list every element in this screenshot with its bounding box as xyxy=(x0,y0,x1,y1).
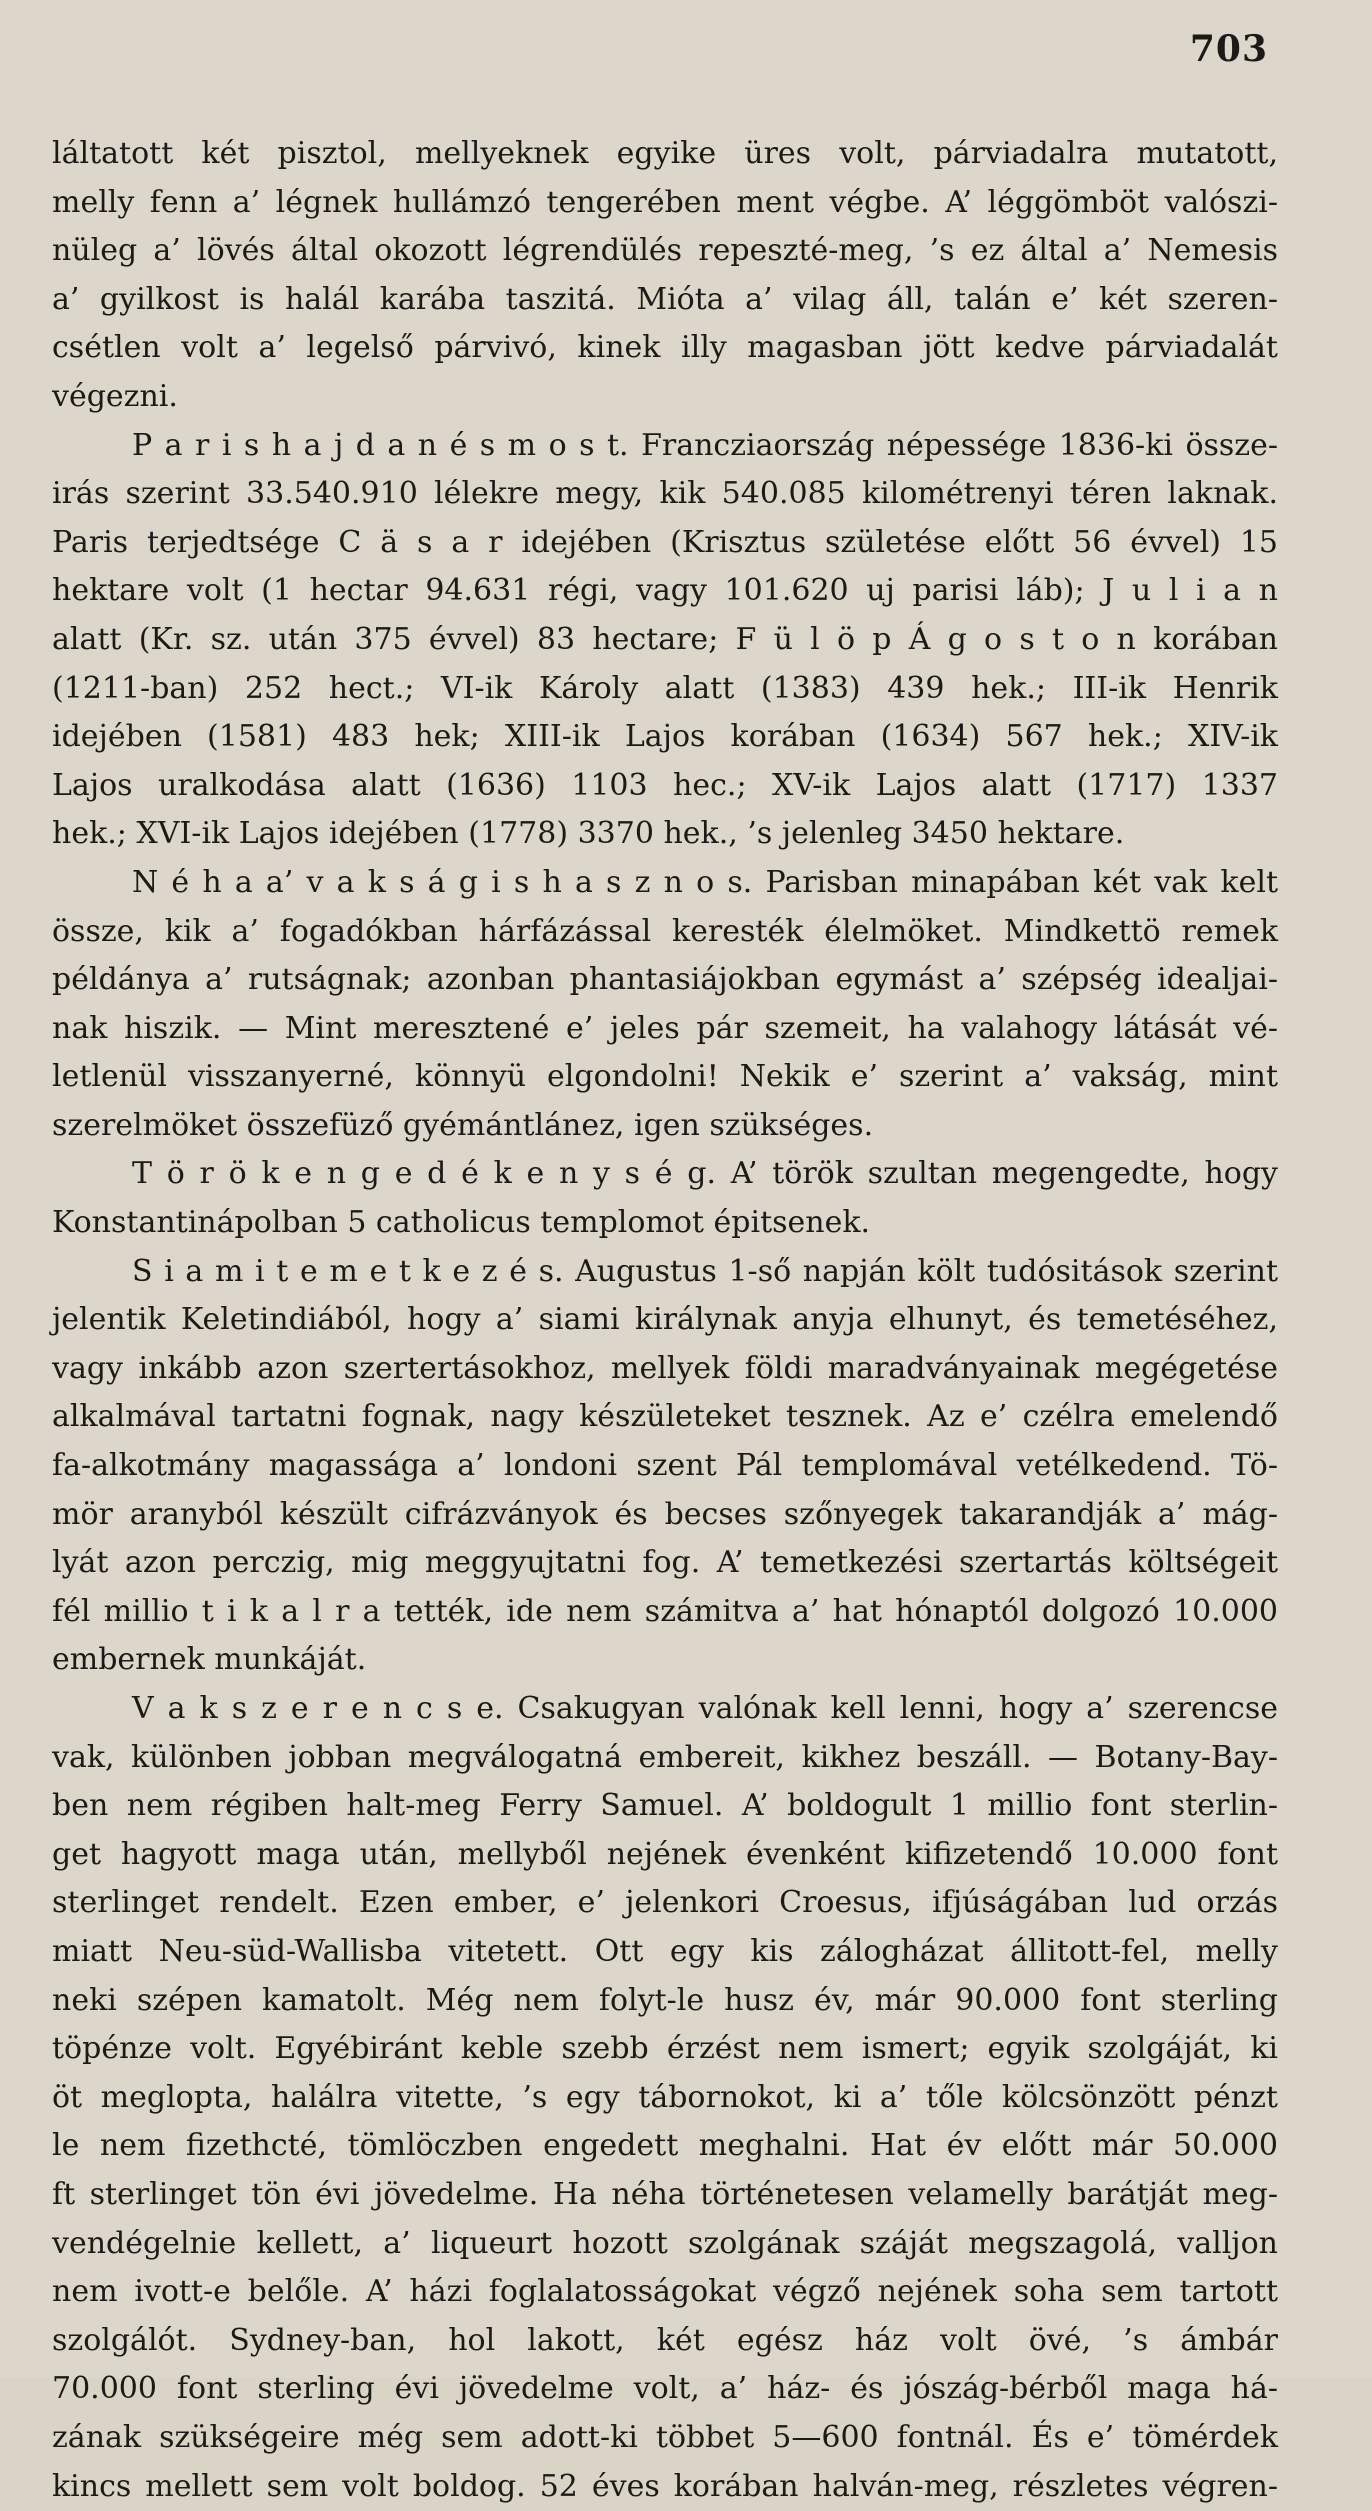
text-line: fél millio t i k a l r a tették, ide nem számitva a’ hat hónaptól dolgozó 10.000 xyxy=(52,1588,1278,1637)
text-line: Konstantinápolban 5 catholicus templomot épitsenek. xyxy=(52,1199,1278,1248)
text-line: kincs mellett sem volt boldog. 52 éves korában halván-meg, részletes végren- xyxy=(52,2463,1278,2511)
text-line: idejében (1581) 483 hek; XIII-ik Lajos korában (1634) 567 hek.; XIV-ik xyxy=(52,713,1278,762)
text-line: nem ivott-e belőle. A’ házi foglalatosságokat végző nejének soha sem tartott xyxy=(52,2268,1278,2317)
text-line: vendégelnie kellett, a’ liqueurt hozott szolgának száját megszagolá, valljon xyxy=(52,2220,1278,2269)
text-line: jelentik Keletindiából, hogy a’ siami királynak anyja elhunyt, és temetéséhez, xyxy=(52,1296,1278,1345)
text-line: példánya a’ rutságnak; azonban phantasiájokban egymást a’ szépség idealjai- xyxy=(52,956,1278,1005)
text-line: Paris terjedtsége C ä s a r idejében (Krisztus születése előtt 56 évvel) 15 xyxy=(52,519,1278,568)
text-line: zának szükségeire még sem adott-ki többet 5—600 fontnál. És e’ tömérdek xyxy=(52,2414,1278,2463)
text-line: össze, kik a’ fogadókban hárfázással keresték élelmöket. Mindkettö remek xyxy=(52,908,1278,957)
text-line: hek.; XVI-ik Lajos idejében (1778) 3370 hek., ’s jelenleg 3450 hektare. xyxy=(52,810,1278,859)
text-line: ft sterlinget tön évi jövedelme. Ha néha történetesen velamelly barátját meg- xyxy=(52,2171,1278,2220)
text-line: ben nem régiben halt-meg Ferry Samuel. A’ boldogult 1 millio font sterlin- xyxy=(52,1782,1278,1831)
text-line: T ö r ö k e n g e d é k e n y s é g. A’ török szultan megengedte, hogy xyxy=(52,1150,1278,1199)
text-line: sterlinget rendelt. Ezen ember, e’ jelenkori Croesus, ifjúságában lud orzás xyxy=(52,1879,1278,1928)
text-line: láltatott két pisztol, mellyeknek egyike üres volt, párviadalra mutatott, xyxy=(52,130,1278,179)
text-line: öt meglopta, halálra vitette, ’s egy tábornokot, ki a’ tőle kölcsönzött pénzt xyxy=(52,2074,1278,2123)
text-line: S i a m i t e m e t k e z é s. Augustus 1-ső napján költ tudósitások szerint xyxy=(52,1248,1278,1297)
text-line: a’ gyilkost is halál karába taszitá. Mióta a’ vilag áll, talán e’ két szeren- xyxy=(52,276,1278,325)
text-line: hektare volt (1 hectar 94.631 régi, vagy 101.620 uj parisi láb); J u l i a n xyxy=(52,567,1278,616)
body-text xyxy=(52,130,1278,2511)
text-line: alatt (Kr. sz. után 375 évvel) 83 hectare; F ü l ö p Á g o s t o n korában xyxy=(52,616,1278,665)
text-line: csétlen volt a’ legelső párvivó, kinek illy magasban jött kedve párviadalát xyxy=(52,324,1278,373)
text-line: letlenül visszanyerné, könnyü elgondolni! Nekik e’ szerint a’ vakság, mint xyxy=(52,1053,1278,1102)
text-line: végezni. xyxy=(52,373,1278,422)
text-line: vak, különben jobban megválogatná embereit, kikhez beszáll. — Botany-Bay- xyxy=(52,1734,1278,1783)
text-line: szerelmöket összefüző gyémántlánez, igen szükséges. xyxy=(52,1102,1278,1151)
text-line: P a r i s h a j d a n é s m o s t. Francziaország népessége 1836-ki össze- xyxy=(52,422,1278,471)
text-line: alkalmával tartatni fognak, nagy készületeket tesznek. Az e’ czélra emelendő xyxy=(52,1393,1278,1442)
text-line: melly fenn a’ légnek hullámzó tengerében ment végbe. A’ léggömböt valószi- xyxy=(52,179,1278,228)
text-line: embernek munkáját. xyxy=(52,1636,1278,1685)
text-line: V a k s z e r e n c s e. Csakugyan valónak kell lenni, hogy a’ szerencse xyxy=(52,1685,1278,1734)
text-line: N é h a a’ v a k s á g i s h a s z n o s. Parisban minapában két vak kelt xyxy=(52,859,1278,908)
text-line: get hagyott maga után, mellyből nejének évenként kifizetendő 10.000 font xyxy=(52,1831,1278,1880)
text-line: 70.000 font sterling évi jövedelme volt, a’ ház- és jószág-bérből maga há- xyxy=(52,2365,1278,2414)
text-line: neki szépen kamatolt. Még nem folyt-le husz év, már 90.000 font sterling xyxy=(52,1977,1278,2026)
text-line: vagy inkább azon szertertásokhoz, mellyek földi maradványainak megégetése xyxy=(52,1345,1278,1394)
page-number: 703 xyxy=(1190,28,1268,70)
text-line: nak hiszik. — Mint meresztené e’ jeles pár szemeit, ha valahogy látását vé- xyxy=(52,1005,1278,1054)
text-line: miatt Neu-süd-Wallisba vitetett. Ott egy kis zálogházat állitott-fel, melly xyxy=(52,1928,1278,1977)
text-line: lyát azon perczig, mig meggyujtatni fog. A’ temetkezési szertartás költségeit xyxy=(52,1539,1278,1588)
text-line: mör aranyból készült cifrázványok és becses szőnyegek takarandják a’ mág- xyxy=(52,1491,1278,1540)
text-line: Lajos uralkodása alatt (1636) 1103 hec.; XV-ik Lajos alatt (1717) 1337 xyxy=(52,762,1278,811)
text-line: töpénze volt. Egyébiránt keble szebb érzést nem ismert; egyik szolgáját, ki xyxy=(52,2025,1278,2074)
text-line: le nem fizethcté, tömlöczben engedett meghalni. Hat év előtt már 50.000 xyxy=(52,2122,1278,2171)
text-line: irás szerint 33.540.910 lélekre megy, kik 540.085 kilométrenyi téren laknak. xyxy=(52,470,1278,519)
text-line: fa-alkotmány magassága a’ londoni szent Pál templomával vetélkedend. Tö- xyxy=(52,1442,1278,1491)
text-line: (1211-ban) 252 hect.; VI-ik Károly alatt (1383) 439 hek.; III-ik Henrik xyxy=(52,665,1278,714)
text-line: szolgálót. Sydney-ban, hol lakott, két egész ház volt övé, ’s ámbár xyxy=(52,2317,1278,2366)
text-line: nüleg a’ lövés által okozott légrendülés repeszté-meg, ’s ez által a’ Nemesis xyxy=(52,227,1278,276)
